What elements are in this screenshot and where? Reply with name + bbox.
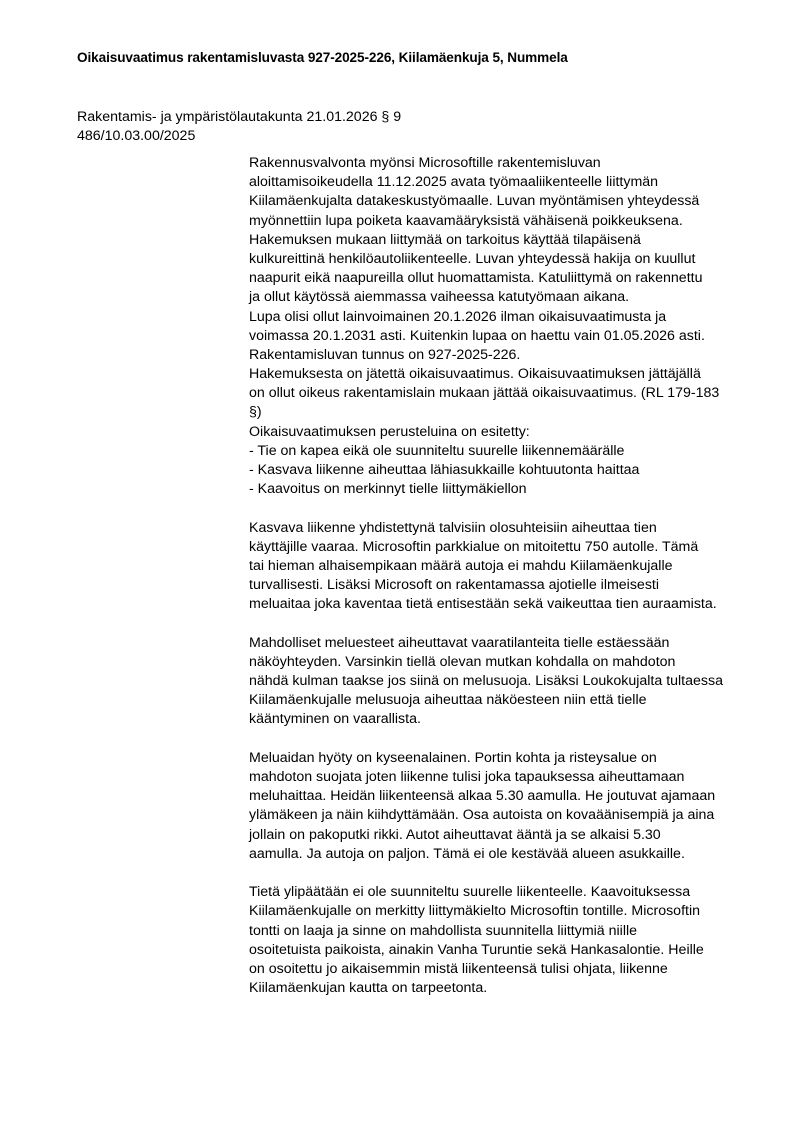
text-line: Mahdolliset meluesteet aiheuttavat vaaratilanteita tielle estäessään (249, 634, 670, 651)
text-line: meluhaittaa. Heidän liikenteensä alkaa 5.30 aamulla. He joutuvat ajamaan (249, 788, 716, 805)
paragraph (249, 519, 779, 615)
text-line: aamulla. Ja autoja on paljon. Tämä ei ole kestävää alueen asukkaille. (249, 845, 685, 862)
text-line: Hakemuksesta on jätettä oikaisuvaatimus. Oikaisuvaatimuksen jättäjällä (249, 366, 701, 383)
text-line: kääntyminen on vaarallista. (249, 711, 421, 728)
text-line: nähdä kulman taakse jos siinä on melusuoja. Lisäksi Loukokujalta tultaessa (249, 673, 723, 690)
text-line: - Kaavoitus on merkinnyt tielle liittymäkiellon (249, 481, 527, 498)
text-line: Lupa olisi ollut lainvoimainen 20.1.2026 ilman oikaisuvaatimusta ja (249, 308, 667, 325)
text-line: myönnettiin lupa poiketa kaavamääryksistä vähäisenä poikkeuksena. (249, 212, 683, 229)
text-line: kulkureittinä henkilöautoliikenteelle. Luvan yhteydessä hakija on kuullut (249, 250, 696, 267)
text-line: voimassa 20.1.2031 asti. Kuitenkin lupaa on haettu vain 01.05.2026 asti. (249, 327, 705, 344)
document-meta (77, 108, 401, 146)
document-body (249, 154, 779, 1017)
text-line: Kiilamäenkujan kautta on tarpeetonta. (249, 980, 488, 997)
text-line: Oikaisuvaatimuksen perusteluina on esitetty: (249, 423, 530, 440)
text-line: turvallisesti. Lisäksi Microsoft on rakentamassa ajotielle ilmeisesti (249, 577, 660, 594)
paragraph (249, 749, 779, 864)
text-line: käyttäjille vaaraa. Microsoftin parkkialue on mitoitettu 750 autolle. Tämä (249, 538, 699, 555)
text-line: Tietä ylipäätään ei ole suunniteltu suurelle liikenteelle. Kaavoituksessa (249, 884, 691, 901)
text-line: on osoitettu jo aikaisemmin mistä liikenteensä tulisi ohjata, liikenne (249, 960, 668, 977)
text-line: osoitetuista paikoista, ainakin Vanha Turuntie sekä Hankasalontie. Heille (249, 941, 704, 958)
text-line: on ollut oikeus rakentamislain mukaan jättää oikaisuvaatimus. (RL 179-183 (249, 385, 720, 402)
text-line: - Tie on kapea eikä ole suunniteltu suurelle liikennemäärälle (249, 442, 625, 459)
text-line: Meluaidan hyöty on kyseenalainen. Portin kohta ja risteysalue on (249, 749, 657, 766)
text-line: näköyhteyden. Varsinkin tiellä olevan mutkan kohdalla on mahdoton (249, 653, 676, 670)
text-line: naapurit eikä naapureilla ollut huomattamista. Katuliittymä on rakennettu (249, 270, 703, 287)
paragraph (249, 154, 779, 499)
text-line: Hakemuksen mukaan liittymää on tarkoitus käyttää tilapäisenä (249, 231, 641, 248)
meeting-reference: Rakentamis- ja ympäristölautakunta 21.01.2026 § 9 (77, 109, 402, 125)
case-number: 486/10.03.00/2025 (77, 128, 196, 144)
text-line: Kiilamäenkujalle on merkitty liittymäkielto Microsoftin tontille. Microsoftin (249, 903, 701, 920)
text-line: ylämäkeen ja näin kiihdyttämään. Osa autoista on kovaäänisempiä ja aina (249, 807, 715, 824)
document-title: Oikaisuvaatimus rakentamisluvasta 927-2025-226, Kiilamäenkuja 5, Nummela (77, 50, 568, 65)
text-line: mahdoton suojata joten liikenne tulisi joka tapauksessa aiheuttamaan (249, 769, 685, 785)
text-line: tontti on laaja ja sinne on mahdollista suunnitella liittymiä niille (249, 922, 638, 939)
text-line: Kasvava liikenne yhdistettynä talvisiin olosuhteisiin aiheuttaa tien (249, 519, 657, 536)
text-line: §) (249, 404, 262, 421)
paragraph (249, 634, 779, 730)
text-line: ja ollut käytössä aiemmassa vaiheessa katutyömaan aikana. (249, 289, 630, 306)
text-line: Kiilamäenkujalta datakeskustyömaalle. Luvan myöntämisen yhteydessä (249, 193, 700, 210)
text-line: aloittamisoikeudella 11.12.2025 avata työmaaliikenteelle liittymän (249, 174, 659, 191)
text-line: - Kasvava liikenne aiheuttaa lähiasukkaille kohtuutonta haittaa (249, 462, 640, 478)
text-line: jollain on pakoputki rikki. Autot aiheuttavat ääntä ja se alkaisi 5.30 (249, 826, 661, 843)
text-line: tai hieman alhaisempikaan määrä autoja ei mahdu Kiilamäenkujalle (249, 557, 673, 574)
text-line: Rakentamisluvan tunnus on 927-2025-226. (249, 346, 521, 363)
text-line: Kiilamäenkujalle melusuoja aiheuttaa näköesteen niin että tielle (249, 692, 647, 709)
text-line: meluaitaa joka kaventaa tietä entisestään sekä vaikeuttaa tien auraamista. (249, 596, 717, 613)
paragraph (249, 883, 779, 998)
text-line: Rakennusvalvonta myönsi Microsoftille rakentemisluvan (249, 155, 601, 171)
